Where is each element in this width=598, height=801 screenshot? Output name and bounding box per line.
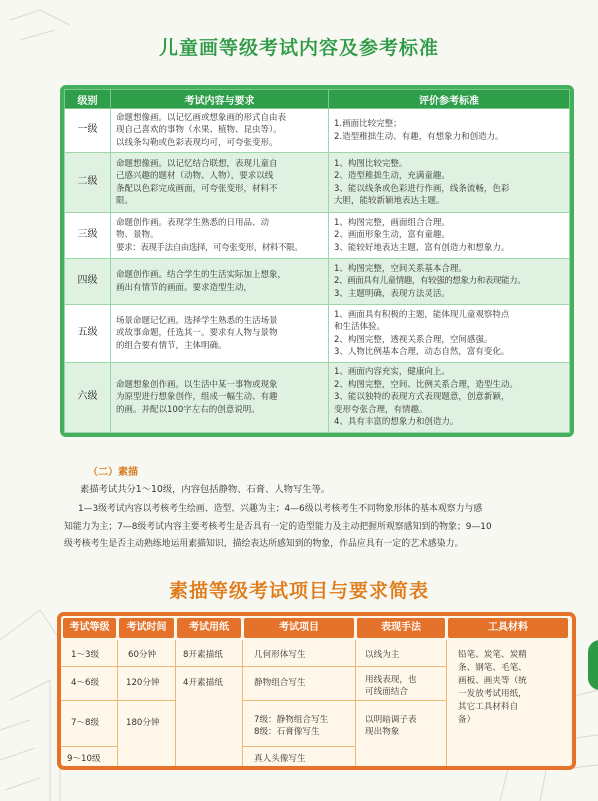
header-exam-item: 考试项目	[244, 618, 354, 638]
header-method: 表现手法	[357, 618, 445, 638]
header-criteria: 评价参考标准	[329, 90, 570, 109]
grid-line	[61, 746, 117, 747]
level-cell: 二级	[65, 153, 111, 213]
content-cell: 命题创作画。表现学生熟悉的日用品、动 物、景物。 要求：表现手法自由选择，可夸张变形，材料不限。	[111, 213, 329, 259]
item-cell: 几何形体写生	[254, 650, 306, 660]
table-header-row	[61, 616, 572, 640]
sketch-intro-paragraph: 素描考试共分1～10级，内容包括静物、石膏、人物写生等。	[80, 484, 331, 495]
sketch-exam-table	[57, 612, 576, 770]
page-title-children-painting: 儿童画等级考试内容及参考标准	[158, 37, 439, 59]
header-exam-time: 考试时间	[119, 618, 174, 638]
header-exam-level: 考试等级	[63, 618, 116, 638]
criteria-cell: 1、构图完整，空间关系基本合理。 2、画面具有儿童情趣，有较强的想象力和表现能力。 3、主题明确，表现方法灵活。	[329, 259, 570, 305]
grid-line	[446, 640, 447, 770]
level-cell: 4～6级	[71, 678, 100, 688]
table-row	[65, 305, 570, 363]
header-exam-paper: 考试用纸	[177, 618, 241, 638]
criteria-cell: 1、构图比较完整。 2、造型稚拙生动，充满童趣。 3、能以线条或色彩进行作画，线条流畅，色彩 大胆，能较新颖地表达主题。	[329, 153, 570, 213]
method-cell: 用线表现，也 可线面结合	[365, 675, 417, 697]
item-cell: 真人头像写生	[254, 754, 306, 764]
grid-line	[355, 700, 446, 701]
header-tools: 工具材料	[448, 618, 568, 638]
level-cell: 一级	[65, 109, 111, 153]
method-cell: 以线为主	[365, 650, 400, 660]
section-heading-sketch: （二）素描	[88, 467, 138, 478]
grid-line	[242, 640, 243, 770]
paper-cell: 4开素描纸	[183, 678, 223, 688]
children-painting-standards-table	[60, 85, 574, 437]
criteria-cell: 1.画面比较完整； 2.造型稚拙生动、有趣，有想象力和创造力。	[329, 109, 570, 153]
method-cell: 以明暗调子表 现出物象	[365, 715, 417, 737]
content-cell: 命题想像画。以记忆画或想象画的形式自由表 现自己喜欢的事物（水果、植物、昆虫等）。 以线条勾勒或色彩表现均可，可夸张变形。	[111, 109, 329, 153]
sketch-detail-paragraph: 1—3级考试内容以考核考生绘画、造型、兴趣为主；4—6级以考核考生不同物象形体的基本观察力与感 知能力为主；7—8级考试内容主要考核考生是否具有一定的造型能力及主动把握所观察感知到的物象；9—10 级考核考生是否主动熟练地运用素描知识，描绘表达所感知到的物象，作品应具有一定的艺术感染力。	[64, 504, 492, 549]
page-edge-tab	[588, 640, 598, 690]
level-cell: 六级	[65, 363, 111, 433]
level-cell: 五级	[65, 305, 111, 363]
level-cell: 三级	[65, 213, 111, 259]
time-cell: 120分钟	[126, 678, 160, 688]
level-cell: 四级	[65, 259, 111, 305]
grid-line	[61, 700, 175, 701]
page-title-sketch-exam: 素描等级考试项目与要求简表	[168, 580, 429, 602]
grid-line	[242, 700, 355, 701]
item-cell: 7级：静物组合写生 8级：石膏像写生	[254, 715, 329, 737]
table-row	[65, 213, 570, 259]
header-content: 考试内容与要求	[111, 90, 329, 109]
content-cell: 命题想像画。以记忆结合联想，表现儿童自 己感兴趣的题材（动物、人物），要求以线 条配以色彩完成画面，可夸张变形，材料不 限。	[111, 153, 329, 213]
grid-line	[355, 640, 356, 770]
item-cell: 静物组合写生	[254, 678, 306, 688]
criteria-cell: 1、构图完整，画面组合合理。 2、画面形象生动，富有童趣。 3、能较好地表达主题，富有创造力和想象力。	[329, 213, 570, 259]
level-cell: 9～10级	[67, 754, 101, 764]
grid-line	[175, 640, 176, 770]
content-cell: 命题创作画。结合学生的生活实际加上想象， 画出有情节的画面。要求造型生动，	[111, 259, 329, 305]
table-row	[65, 363, 570, 433]
time-cell: 180分钟	[126, 718, 160, 728]
level-cell: 1～3级	[71, 650, 100, 660]
content-cell: 命题想象创作画。以生活中某一事物或现象 为原型进行想象创作，组成一幅生动、有趣 的画。并配以100字左右的创意说明。	[111, 363, 329, 433]
table-row	[65, 259, 570, 305]
grid-line	[355, 666, 446, 667]
criteria-cell: 1、画面内容充实，健康向上。 2、构图完整，空间、比例关系合理，造型生动。 3、能以独特的表现方式表现题意，创意新颖， 变形夸张合理，有情趣。 4、具有丰富的想象力和创造力。	[329, 363, 570, 433]
content-cell: 场景命题记忆画。选择学生熟悉的生活场景 或故事命题，任选其一。要求有人物与景物 的组合要有情节，主体明确。	[111, 305, 329, 363]
grid-line	[242, 746, 355, 747]
grid-line	[61, 666, 355, 667]
paper-cell: 8开素描纸	[183, 650, 223, 660]
header-level: 级别	[65, 90, 111, 109]
criteria-cell: 1、画面具有积极的主题，能体现儿童观察特点 和生活体验。 2、构图完整，透视关系合理，空间感强。 3、人物比例基本合理，动态自然，富有变化。	[329, 305, 570, 363]
table-row	[65, 109, 570, 153]
time-cell: 60分钟	[128, 650, 157, 660]
level-cell: 7～8级	[71, 718, 100, 728]
tools-cell: 铅笔、炭笔、炭精 条、钢笔、毛笔、 画板、画夹等（统 一发放考试用纸， 其它工具材料自 备）	[458, 650, 527, 725]
grid-line	[117, 640, 118, 770]
table-row	[65, 153, 570, 213]
